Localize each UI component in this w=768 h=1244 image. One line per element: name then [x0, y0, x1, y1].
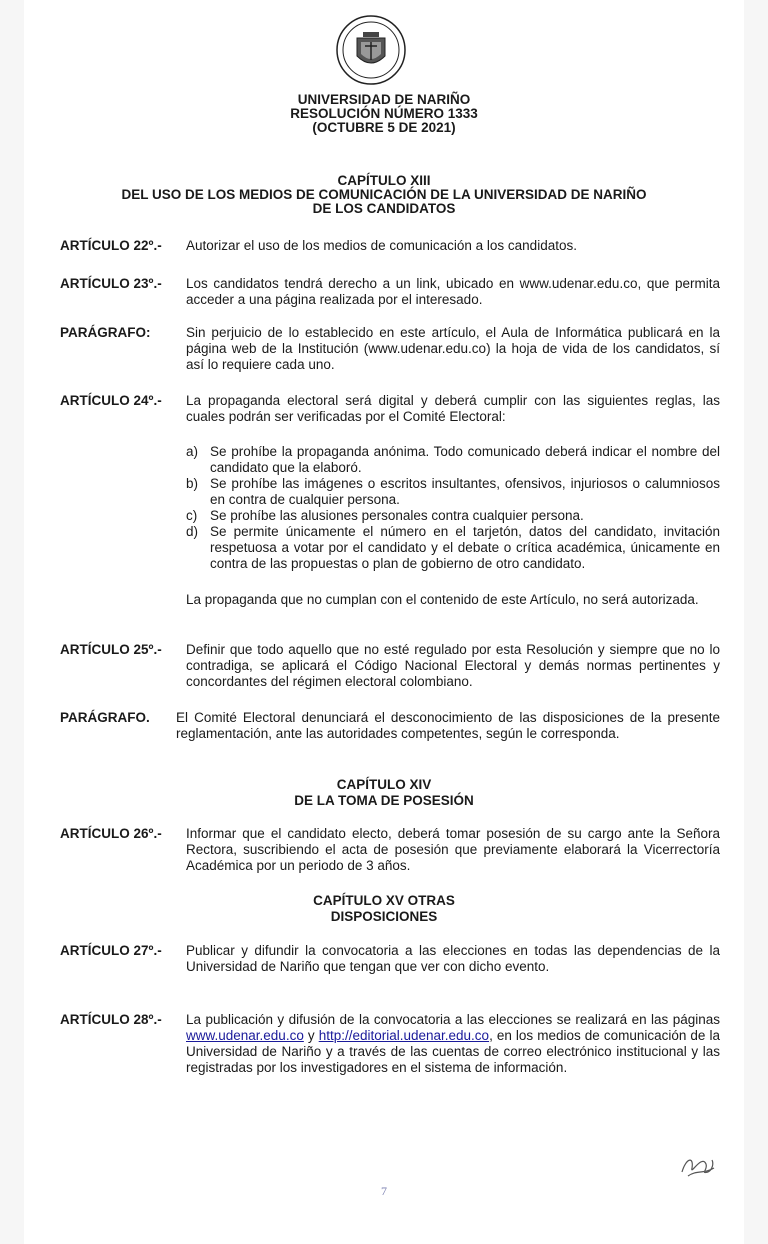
article-24-closing	[186, 592, 720, 608]
paragraph-label: PARÁGRAFO:	[60, 325, 151, 340]
resolution-number: RESOLUCIÓN NÚMERO 1333	[290, 106, 478, 121]
list-item	[186, 444, 720, 476]
signature-icon	[678, 1150, 718, 1182]
chapter-13-heading	[24, 174, 744, 216]
list-item-text: Se permite únicamente el número en el tarjetón, datos del candidato, invitación respetuosa a votar por el candidato y el debate o crítica académica, únicamente en contra de las propuestas o plan de gobierno de otro candidato.	[210, 524, 720, 571]
closing-text: La propaganda que no cumplan con el contenido de este Artículo, no será autorizada.	[186, 592, 699, 607]
list-item	[186, 508, 720, 524]
article-text: Informar que el candidato electo, deberá tomar posesión de su cargo ante la Señora Rectora, suscribiendo el acta de posesión que previamente elaborará la Vicerrectoría Académica por un periodo de 3 años.	[186, 826, 720, 873]
article-text: La propaganda electoral será digital y deberá cumplir con las siguientes reglas, las cuales podrán ser verificadas por el Comité Electoral:	[186, 393, 720, 424]
resolution-date: (OCTUBRE 5 DE 2021)	[312, 120, 456, 135]
article-label: ARTÍCULO 27º.-	[60, 943, 162, 958]
list-item-text: Se prohíbe las alusiones personales contra cualquier persona.	[210, 508, 584, 523]
rules-list	[186, 444, 720, 572]
article-label: ARTÍCULO 28º.-	[60, 1012, 162, 1027]
list-item	[186, 524, 720, 572]
chapter-14-heading	[24, 777, 744, 809]
university-name: UNIVERSIDAD DE NARIÑO	[297, 92, 471, 107]
article-text: Definir que todo aquello que no esté regulado por esta Resolución y siempre que no lo contradiga, se aplicará el Código Nacional Electoral y demás normas pertinentes y concordantes del régimen electoral colombiano.	[186, 642, 720, 689]
article-label: ARTÍCULO 25º.-	[60, 642, 162, 657]
article-text	[186, 1012, 720, 1076]
chapter-13-subtitle-1: DEL USO DE LOS MEDIOS DE COMUNICACIÓN DE LA UNIVERSIDAD DE NARIÑO	[121, 187, 647, 202]
chapter-15-subtitle: DISPOSICIONES	[330, 909, 438, 924]
university-seal-icon	[335, 14, 407, 86]
article-label: ARTÍCULO 23º.-	[60, 276, 162, 291]
chapter-15-title: CAPÍTULO XV OTRAS	[313, 893, 455, 908]
list-letter: d)	[186, 524, 199, 539]
article-label: ARTÍCULO 24º.-	[60, 393, 162, 408]
chapter-13-title: CAPÍTULO XIII	[337, 173, 431, 188]
editorial-link[interactable]: http://editorial.udenar.edu.co	[318, 1028, 490, 1043]
chapter-13-subtitle-2: DE LOS CANDIDATOS	[312, 201, 456, 216]
udenar-link[interactable]: www.udenar.edu.co	[186, 1028, 304, 1043]
article-text-part: y	[303, 1028, 319, 1043]
article-text-part: La publicación y difusión de la convocatoria a las elecciones se realizará en las páginas	[186, 1012, 720, 1027]
paragraph-text: Sin perjuicio de lo establecido en este artículo, el Aula de Informática publicará en la página web de la Institución (www.udenar.edu.co) la hoja de vida de los candidatos, sí así lo requiere cada uno.	[186, 325, 720, 372]
article-text: Los candidatos tendrá derecho a un link, ubicado en www.udenar.edu.co, que permita acceder a una página realizada por el interesado.	[186, 276, 720, 307]
document-page	[24, 0, 744, 1244]
list-letter: b)	[186, 476, 199, 491]
chapter-15-heading	[24, 893, 744, 925]
chapter-14-title: CAPÍTULO XIV	[336, 777, 432, 792]
article-text-part: , en los medios de comunicación de la Universidad de Nariño y a través de las cuentas de correo electrónico institucional y las registradas por los investigadores en el sistema de información.	[186, 1028, 720, 1075]
article-label: ARTÍCULO 22º.-	[60, 238, 162, 253]
page-number: 7	[381, 1184, 387, 1198]
article-text: Publicar y difundir la convocatoria a las elecciones en todas las dependencias de la Universidad de Nariño que tengan que ver con dicho evento.	[186, 943, 720, 974]
list-item	[186, 476, 720, 508]
list-letter: c)	[186, 508, 198, 523]
chapter-14-subtitle: DE LA TOMA DE POSESIÓN	[294, 793, 474, 808]
paragraph-text: El Comité Electoral denunciará el desconocimiento de las disposiciones de la presente reglamentación, ante las autoridades competentes, según le corresponda.	[176, 710, 720, 741]
article-label: ARTÍCULO 26º.-	[60, 826, 162, 841]
article-text: Autorizar el uso de los medios de comunicación a los candidatos.	[186, 238, 577, 253]
list-item-text: Se prohíbe la propaganda anónima. Todo comunicado deberá indicar el nombre del candidato que la elaboró.	[210, 444, 720, 475]
document-header	[24, 93, 744, 135]
list-item-text: Se prohíbe las imágenes o escritos insultantes, ofensivos, injuriosos o calumniosos en contra de cualquier persona.	[210, 476, 720, 507]
list-letter: a)	[186, 444, 199, 459]
paragraph-label: PARÁGRAFO.	[60, 710, 150, 725]
